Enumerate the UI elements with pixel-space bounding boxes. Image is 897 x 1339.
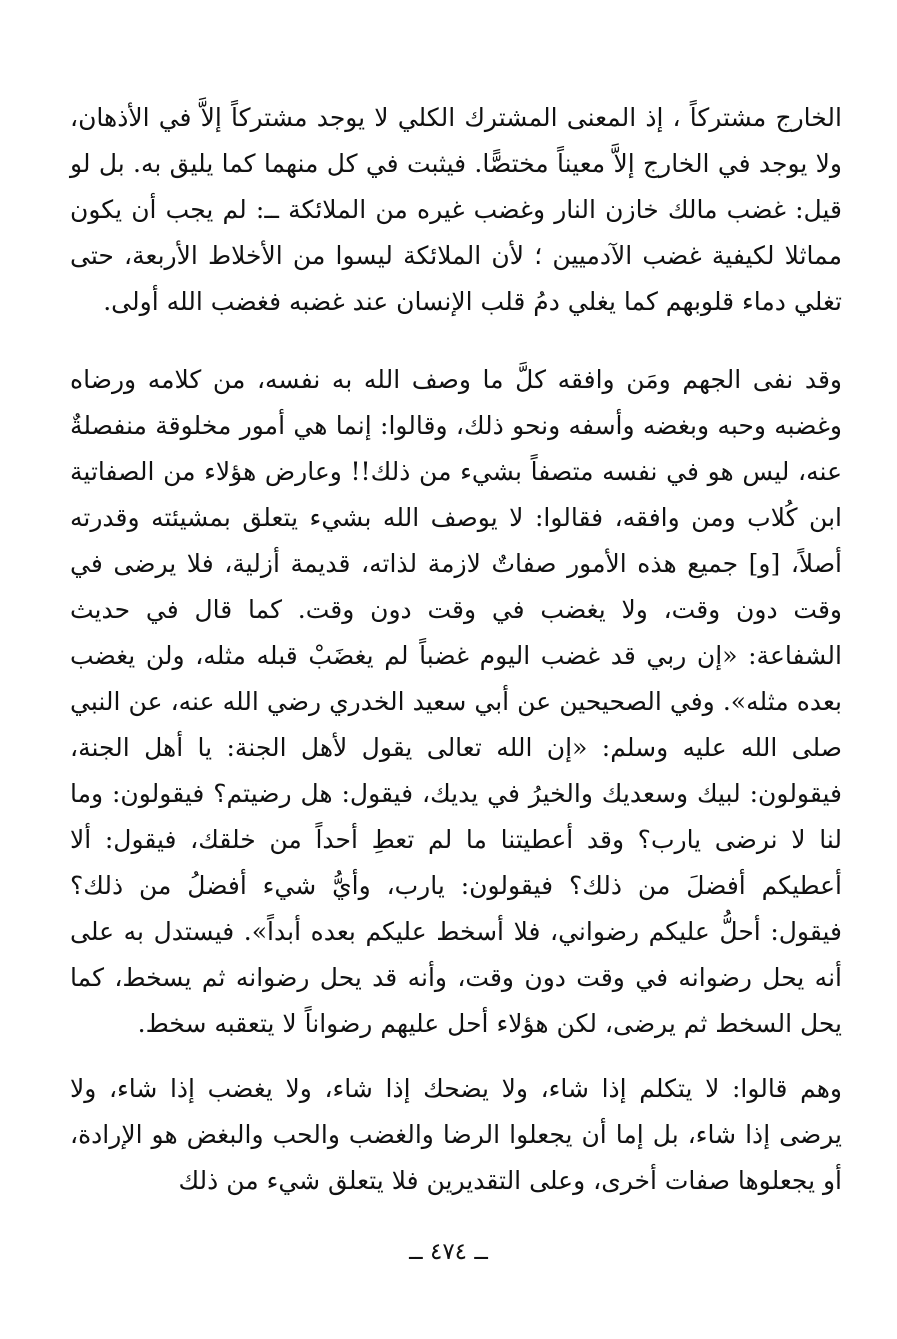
paragraph-text: الخارج مشتركاً ، إذ المعنى المشترك الكلي لا يوجد مشتركاً إلاَّ في الأذهان، ولا يوجد في الخارج إلاَّ معيناً مختصًّا. فيثبت في كل منهما كما يليق به. بل لو قيل: غضب مالك خازن النار وغضب غيره من الملائكة ــ: لم يجب أن يكون مماثلا لكيفية غضب الآدميين ؛ لأن الملائكة ليسوا من الأخلاط الأربعة، حتى تغلي دماء قلوبهم كما يغلي دمُ قلب الإنسان عند غضبه فغضب الله أولى. [70, 103, 842, 316]
page-number: ــ ٤٧٤ ــ [409, 1239, 488, 1265]
paragraph-2 [70, 357, 842, 1047]
paragraph-text: وهم قالوا: لا يتكلم إذا شاء، ولا يضحك إذا شاء، ولا يغضب إذا شاء، ولا يرضى إذا شاء، بل إما أن يجعلوا الرضا والغضب والحب والبغض هو الإرادة، أو يجعلوها صفات أخرى، وعلى التقديرين فلا يتعلق شيء من ذلك [70, 1074, 842, 1195]
paragraph-1 [70, 95, 842, 325]
paragraph-text: وقد نفى الجهم ومَن وافقه كلَّ ما وصف الله به نفسه، من كلامه ورضاه وغضبه وحبه وبغضه وأسفه ونحو ذلك، وقالوا: إنما هي أمور مخلوقة منفصلةٌ عنه، ليس هو في نفسه متصفاً بشيء من ذلك!! وعارض هؤلاء من الصفاتية ابن كُلاب ومن وافقه، فقالوا: لا يوصف الله بشيء يتعلق بمشيئته وقدرته أصلاً، [و] جميع هذه الأمور صفاتٌ لازمة لذاته، قديمة أزلية، فلا يرضى في وقت دون وقت، ولا يغضب في وقت دون وقت. كما قال في حديث الشفاعة: «إن ربي قد غضب اليوم غضباً لم يغضَبْ قبله مثله، ولن يغضب بعده مثله». وفي الصحيحين عن أبي سعيد الخدري رضي الله عنه، عن النبي صلى الله عليه وسلم: «إن الله تعالى يقول لأهل الجنة: يا أهل الجنة، فيقولون: لبيك وسعديك والخيرُ في يديك، فيقول: هل رضيتم؟ فيقولون: وما لنا لا نرضى يارب؟ وقد أعطيتنا ما لم تعطِ أحداً من خلقك، فيقول: ألا أعطيكم أفضلَ من ذلك؟ فيقولون: يارب، وأيُّ شيء أفضلُ من ذلك؟ فيقول: أحلُّ عليكم رضواني، فلا أسخط عليكم بعده أبداً». فيستدل به على أنه يحل رضوانه في وقت دون وقت، وأنه قد يحل رضوانه ثم يسخط، كما يحل السخط ثم يرضى، لكن هؤلاء أحل عليهم رضواناً لا يتعقبه سخط. [70, 365, 842, 1038]
paragraph-3 [70, 1066, 842, 1204]
